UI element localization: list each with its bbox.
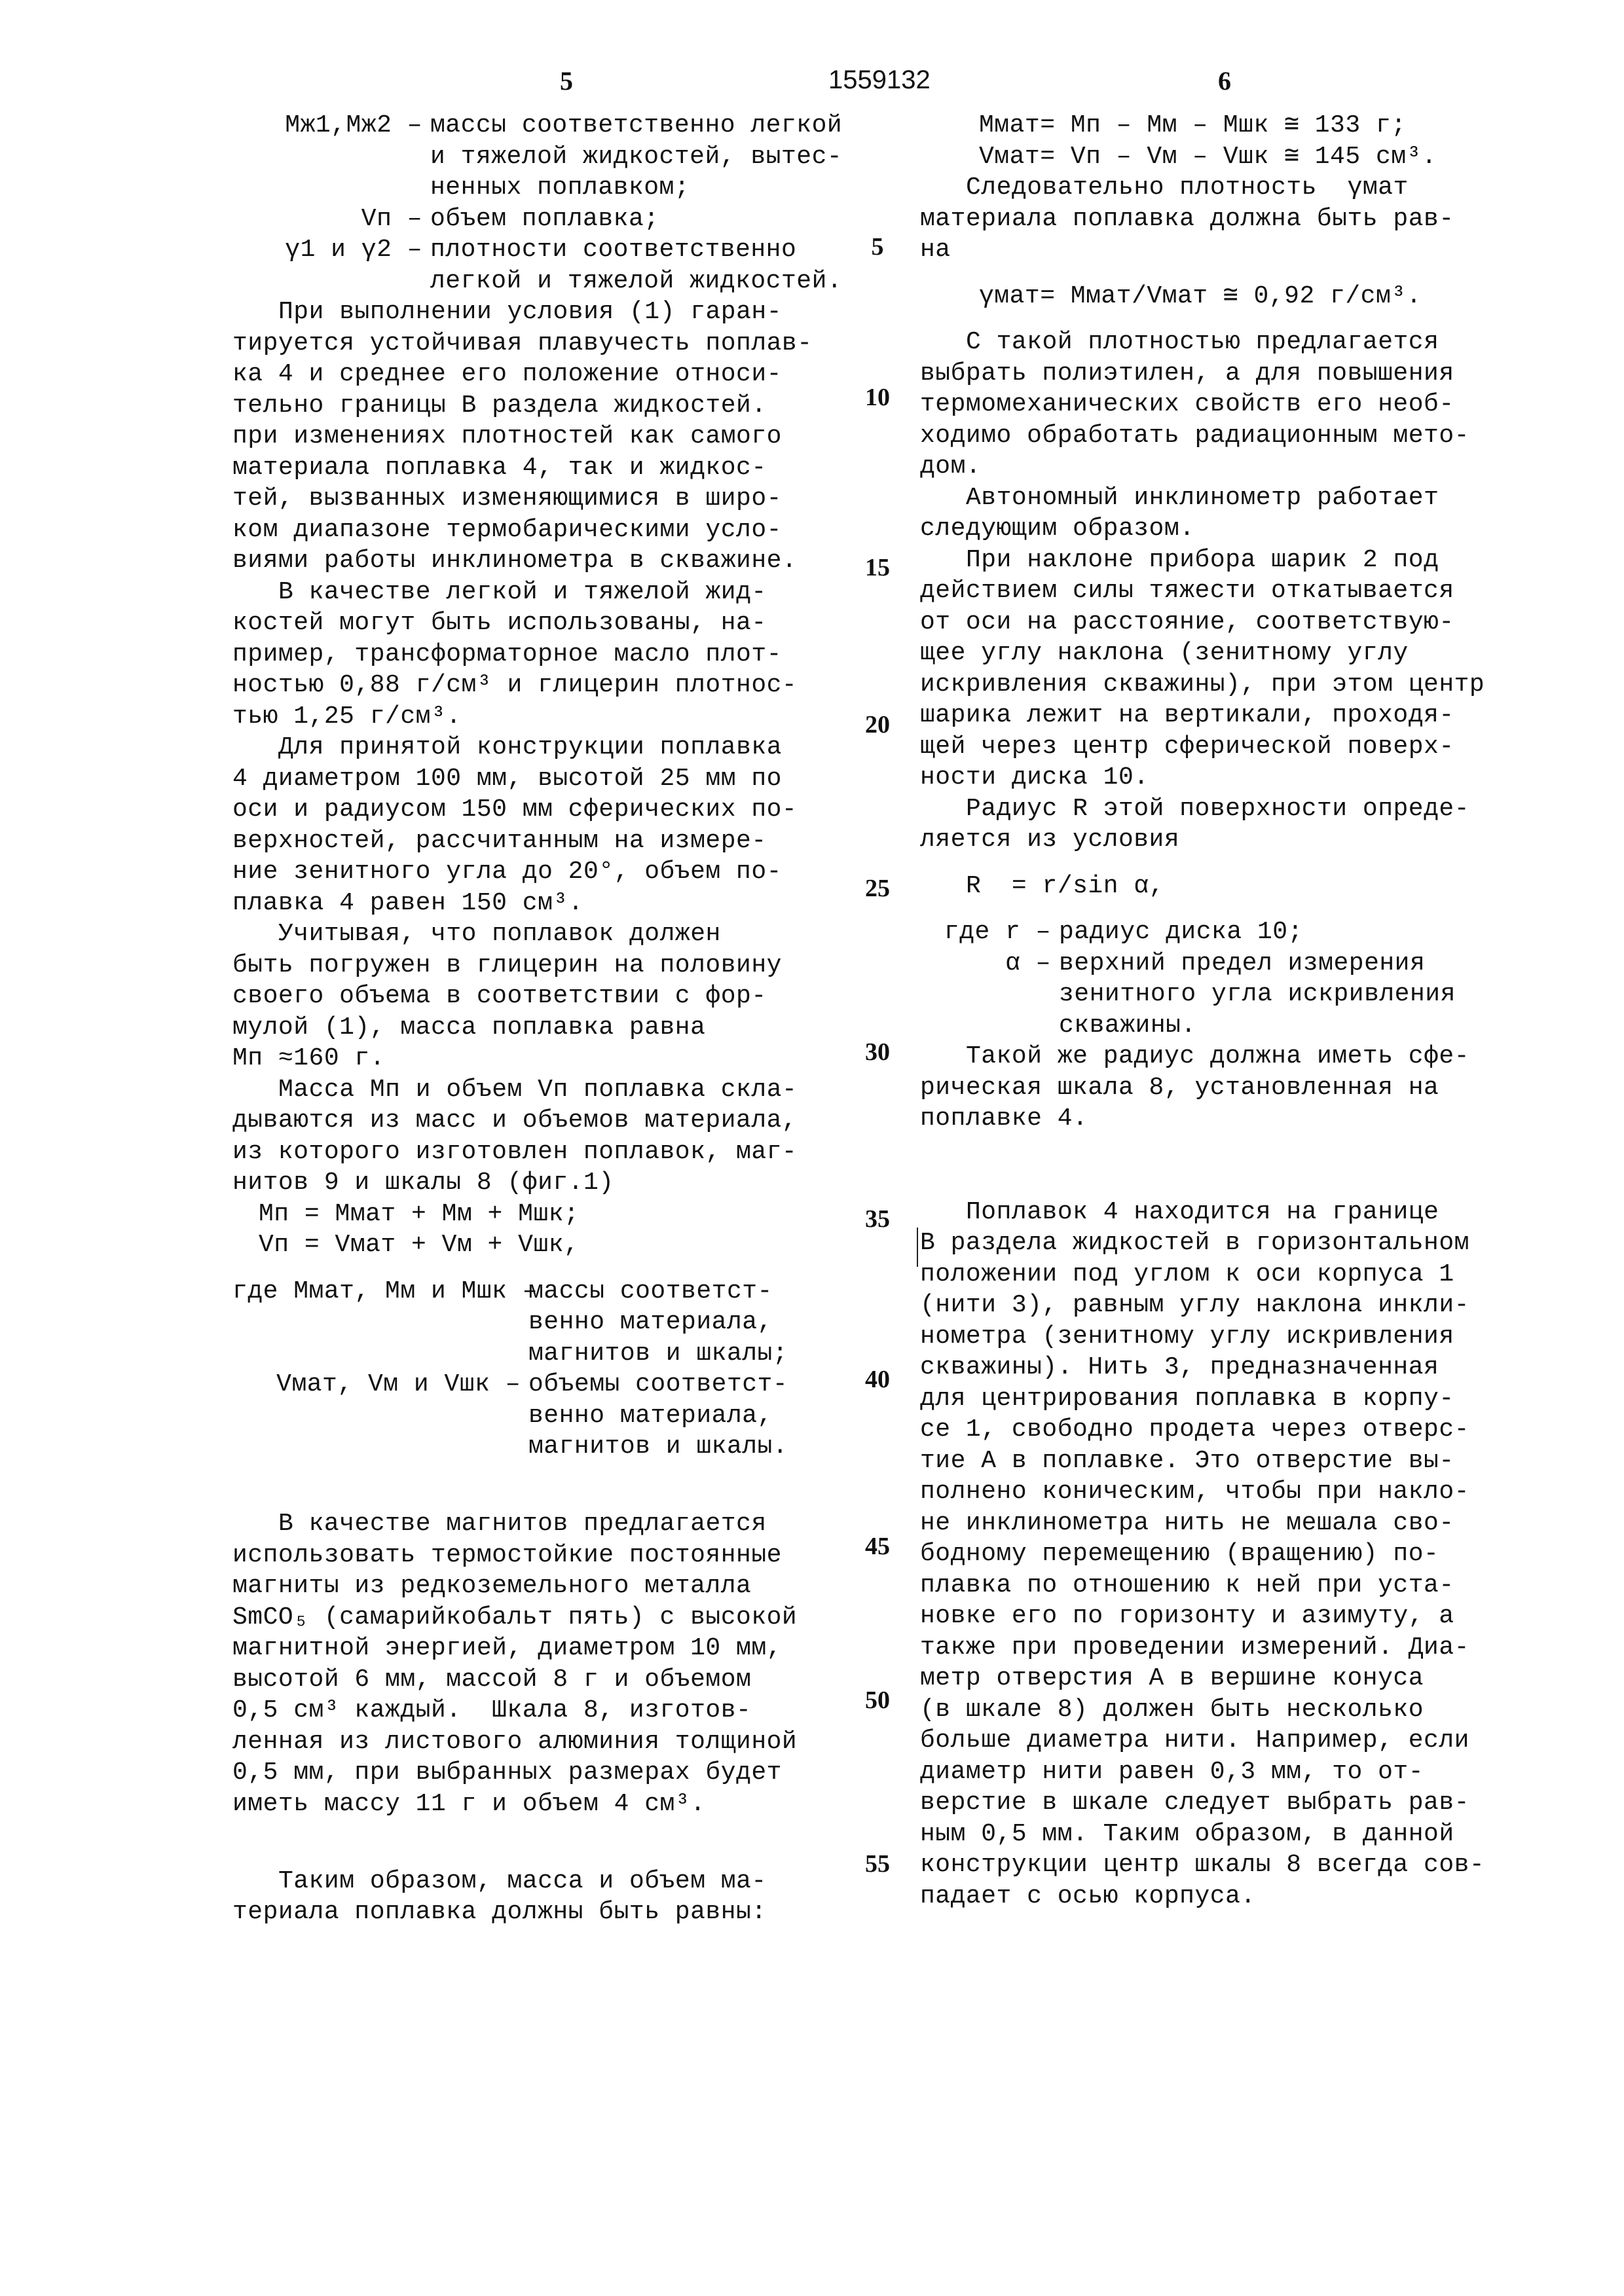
text-line: полнено коническим, чтобы при накло- [920, 1476, 1549, 1508]
text-line: виями работы инклинометра в скважине. [232, 545, 861, 577]
text-line: нитов 9 и шкалы 8 (фиг.1) [232, 1167, 861, 1199]
text-line: верхний предел измерения [1059, 948, 1456, 979]
text-line: нометра (зенитному углу искривления [920, 1321, 1549, 1353]
text-line: дываются из масс и объемов материала, [232, 1105, 861, 1137]
text-line: использовать термостойкие постоянные [232, 1540, 861, 1571]
definition-item [232, 110, 861, 204]
text-line: тие А в поплавке. Это отверстие вы- [920, 1446, 1549, 1477]
paragraph [232, 297, 861, 577]
text-line: Таким образом, масса и объем ма- [232, 1866, 861, 1897]
equation: Vп = Vмат + Vм + Vшк, [232, 1230, 861, 1261]
text-line: и тяжелой жидкостей, вытес- [430, 141, 842, 173]
definition-item [232, 1369, 861, 1463]
term-symbol: Mж1,Mж2 – [232, 110, 430, 204]
paragraph [920, 327, 1549, 483]
paragraph [920, 172, 1549, 266]
term-definition [528, 1369, 788, 1463]
text-line: териала поплавка должны быть равны: [232, 1897, 861, 1928]
text-line: (нити 3), равным углу наклона инкли- [920, 1290, 1549, 1321]
text-line: мулой (1), масса поплавка равна [232, 1012, 861, 1044]
text-line: следующим образом. [920, 513, 1549, 545]
paragraph [920, 483, 1549, 545]
text-line: оси и радиусом 150 мм сферических по- [232, 794, 861, 826]
text-line: конструкции центр шкалы 8 всегда сов- [920, 1850, 1549, 1881]
text-line: зенитного угла искривления [1059, 979, 1456, 1010]
text-line: Учитывая, что поплавок должен [232, 919, 861, 950]
term-definition [430, 110, 842, 204]
right-column [920, 110, 1549, 1912]
text-line: шарика лежит на вертикали, проходя- [920, 700, 1549, 731]
text-line: При наклоне прибора шарик 2 под [920, 545, 1549, 576]
term-symbol: где r – [920, 917, 1059, 948]
text-line: ком диапазоне термобарическими усло- [232, 515, 861, 546]
term-definition [430, 204, 659, 235]
text-line: ние зенитного угла до 20°, объем по- [232, 856, 861, 888]
text-line: се 1, свободно продета через отверс- [920, 1414, 1549, 1446]
text-line: костей могут быть использованы, на- [232, 608, 861, 639]
definition-item [232, 234, 861, 297]
line-number: 15 [858, 553, 897, 582]
text-line: рическая шкала 8, установленная на [920, 1072, 1549, 1104]
text-line: ка 4 и среднее его положение относи- [232, 359, 861, 390]
text-line: Такой же радиус должна иметь сфе- [920, 1041, 1549, 1072]
text-line: щей через центр сферической поверх- [920, 731, 1549, 763]
text-line: при изменениях плотностей как самого [232, 421, 861, 452]
text-line: материала поплавка 4, так и жидкос- [232, 452, 861, 484]
text-line: верстие в шкале следует выбрать рав- [920, 1787, 1549, 1819]
equation: Mп = Mмат + Mм + Mшк; [232, 1199, 861, 1230]
text-line: Радиус R этой поверхности опреде- [920, 793, 1549, 825]
definition-item [920, 948, 1549, 1042]
text-line: венно материала, [528, 1307, 788, 1338]
line-number: 35 [858, 1205, 897, 1233]
text-line: В раздела жидкостей в горизонтальном [920, 1228, 1549, 1259]
text-line: SmCO₅ (самарийкобальт пять) с высокой [232, 1602, 861, 1633]
text-line: падает с осью корпуса. [920, 1881, 1549, 1912]
paragraph [920, 545, 1549, 793]
text-line: При выполнении условия (1) гаран- [232, 297, 861, 328]
margin-mark [917, 1228, 918, 1267]
text-line: объемы соответст- [528, 1369, 788, 1400]
text-line: 0,5 см³ каждый. Шкала 8, изготов- [232, 1695, 861, 1726]
text-line: С такой плотностью предлагается [920, 327, 1549, 358]
text-line: дом. [920, 451, 1549, 483]
text-line: В качестве магнитов предлагается [232, 1508, 861, 1540]
text-line: действием силы тяжести откатывается [920, 575, 1549, 607]
text-line: легкой и тяжелой жидкостей. [430, 266, 842, 297]
text-line: больше диаметра нити. Например, если [920, 1725, 1549, 1757]
equation: Vмат= Vп – Vм – Vшк ≅ 145 см³. [920, 141, 1549, 173]
paragraph [920, 1197, 1549, 1912]
text-line: Поплавок 4 находится на границе [920, 1197, 1549, 1228]
text-line: плотности соответственно [430, 234, 842, 266]
definition-item [232, 204, 861, 235]
text-line: Автономный инклинометр работает [920, 483, 1549, 514]
equation: γмат= Mмат/Vмат ≅ 0,92 г/см³. [920, 281, 1549, 312]
text-line: на [920, 234, 1549, 266]
text-line: новке его по горизонту и азимуту, а [920, 1601, 1549, 1632]
text-line: ности диска 10. [920, 762, 1549, 793]
equation: R = r/sin α, [920, 871, 1549, 902]
text-line: диаметр нити равен 0,3 мм, то от- [920, 1757, 1549, 1788]
text-line: положении под углом к оси корпуса 1 [920, 1259, 1549, 1290]
text-line: искривления скважины), при этом центр [920, 669, 1549, 701]
paragraph [232, 1074, 861, 1199]
text-line: не инклинометра нить не мешала сво- [920, 1508, 1549, 1539]
text-line: ностью 0,88 г/см³ и глицерин плотнос- [232, 670, 861, 701]
line-number: 20 [858, 710, 897, 739]
term-symbol: Vмат, Vм и Vшк – [232, 1369, 528, 1463]
definition-item [920, 917, 1549, 948]
text-line: для центрирования поплавка в корпу- [920, 1383, 1549, 1415]
text-line: плавка по отношению к ней при уста- [920, 1570, 1549, 1601]
text-line: ляется из условия [920, 824, 1549, 856]
term-definition [430, 234, 842, 297]
term-symbol: Vп – [232, 204, 430, 235]
text-line: от оси на расстояние, соответствую- [920, 607, 1549, 638]
text-line: термомеханических свойств его необ- [920, 389, 1549, 420]
text-line: метр отверстия А в вершине конуса [920, 1663, 1549, 1694]
text-line: выбрать полиэтилен, а для повышения [920, 358, 1549, 390]
term-symbol: α – [920, 948, 1059, 1042]
text-line: из которого изготовлен поплавок, маг- [232, 1137, 861, 1168]
text-line: материала поплавка должна быть рав- [920, 204, 1549, 235]
text-line: Масса Mп и объем Vп поплавка скла- [232, 1074, 861, 1106]
line-number: 45 [858, 1532, 897, 1561]
line-number: 40 [858, 1365, 897, 1394]
text-line: 0,5 мм, при выбранных размерах будет [232, 1757, 861, 1789]
text-line: скважины. [1059, 1010, 1456, 1042]
paragraph [232, 732, 861, 919]
text-line: ным 0,5 мм. Таким образом, в данной [920, 1819, 1549, 1850]
term-symbol: γ1 и γ2 – [232, 234, 430, 297]
paragraph [920, 1041, 1549, 1135]
paragraph [232, 1866, 861, 1928]
paragraph [232, 919, 861, 1074]
text-line: скважины). Нить 3, предназначенная [920, 1352, 1549, 1383]
text-line: пример, трансформаторное масло плот- [232, 639, 861, 670]
term-symbol: где Mмат, Mм и Mшк – [232, 1276, 528, 1370]
paragraph [232, 1508, 861, 1819]
line-number: 25 [858, 874, 897, 903]
line-number: 50 [858, 1686, 897, 1715]
term-definition [1059, 948, 1456, 1042]
line-number: 10 [858, 383, 897, 412]
text-line: ленная из листового алюминия толщиной [232, 1726, 861, 1758]
page-number-right: 6 [1218, 65, 1231, 96]
text-line: тей, вызванных изменяющимися в широ- [232, 483, 861, 515]
text-line: иметь массу 11 г и объем 4 см³. [232, 1789, 861, 1820]
text-line: плавка 4 равен 150 см³. [232, 888, 861, 919]
text-line: бодному перемещению (вращению) по- [920, 1539, 1549, 1570]
text-line: Mп ≈160 г. [232, 1043, 861, 1074]
line-number: 55 [858, 1850, 897, 1878]
patent-number: 1559132 [828, 65, 931, 95]
text-line: магнитной энергией, диаметром 10 мм, [232, 1633, 861, 1664]
text-line: массы соответственно легкой [430, 110, 842, 141]
text-line: радиус диска 10; [1059, 917, 1303, 948]
text-line: тью 1,25 г/см³. [232, 701, 861, 733]
text-line: поплавке 4. [920, 1103, 1549, 1135]
text-line: магниты из редкоземельного металла [232, 1571, 861, 1602]
line-number: 5 [858, 232, 897, 261]
text-line: верхностей, рассчитанным на измере- [232, 826, 861, 857]
definition-item [232, 1276, 861, 1370]
text-line: щее углу наклона (зенитному углу [920, 638, 1549, 669]
text-line: (в шкале 8) должен быть несколько [920, 1694, 1549, 1726]
text-line: магнитов и шкалы; [528, 1338, 788, 1370]
text-line: массы соответст- [528, 1276, 788, 1307]
text-line: быть погружен в глицерин на половину [232, 950, 861, 981]
page-number-left: 5 [560, 65, 573, 96]
text-line: ненных поплавком; [430, 172, 842, 204]
paragraph [920, 793, 1549, 856]
text-line: также при проведении измерений. Диа- [920, 1632, 1549, 1664]
equation: Mмат= Mп – Mм – Mшк ≅ 133 г; [920, 110, 1549, 141]
paragraph [232, 577, 861, 733]
text-line: В качестве легкой и тяжелой жид- [232, 577, 861, 608]
text-line: 4 диаметром 100 мм, высотой 25 мм по [232, 763, 861, 795]
text-line: высотой 6 мм, массой 8 г и объемом [232, 1664, 861, 1696]
text-line: ходимо обработать радиационным мето- [920, 420, 1549, 452]
text-line: тельно границы В раздела жидкостей. [232, 390, 861, 422]
text-line: своего объема в соответствии с фор- [232, 981, 861, 1012]
text-line: Следовательно плотность γмат [920, 172, 1549, 204]
text-line: Для принятой конструкции поплавка [232, 732, 861, 763]
term-definition [528, 1276, 788, 1370]
term-definition [1059, 917, 1303, 948]
text-line: магнитов и шкалы. [528, 1431, 788, 1463]
text-line: венно материала, [528, 1400, 788, 1432]
left-column [232, 110, 861, 1928]
line-number: 30 [858, 1038, 897, 1066]
text-line: объем поплавка; [430, 204, 659, 235]
text-line: тируется устойчивая плавучесть поплав- [232, 328, 861, 359]
